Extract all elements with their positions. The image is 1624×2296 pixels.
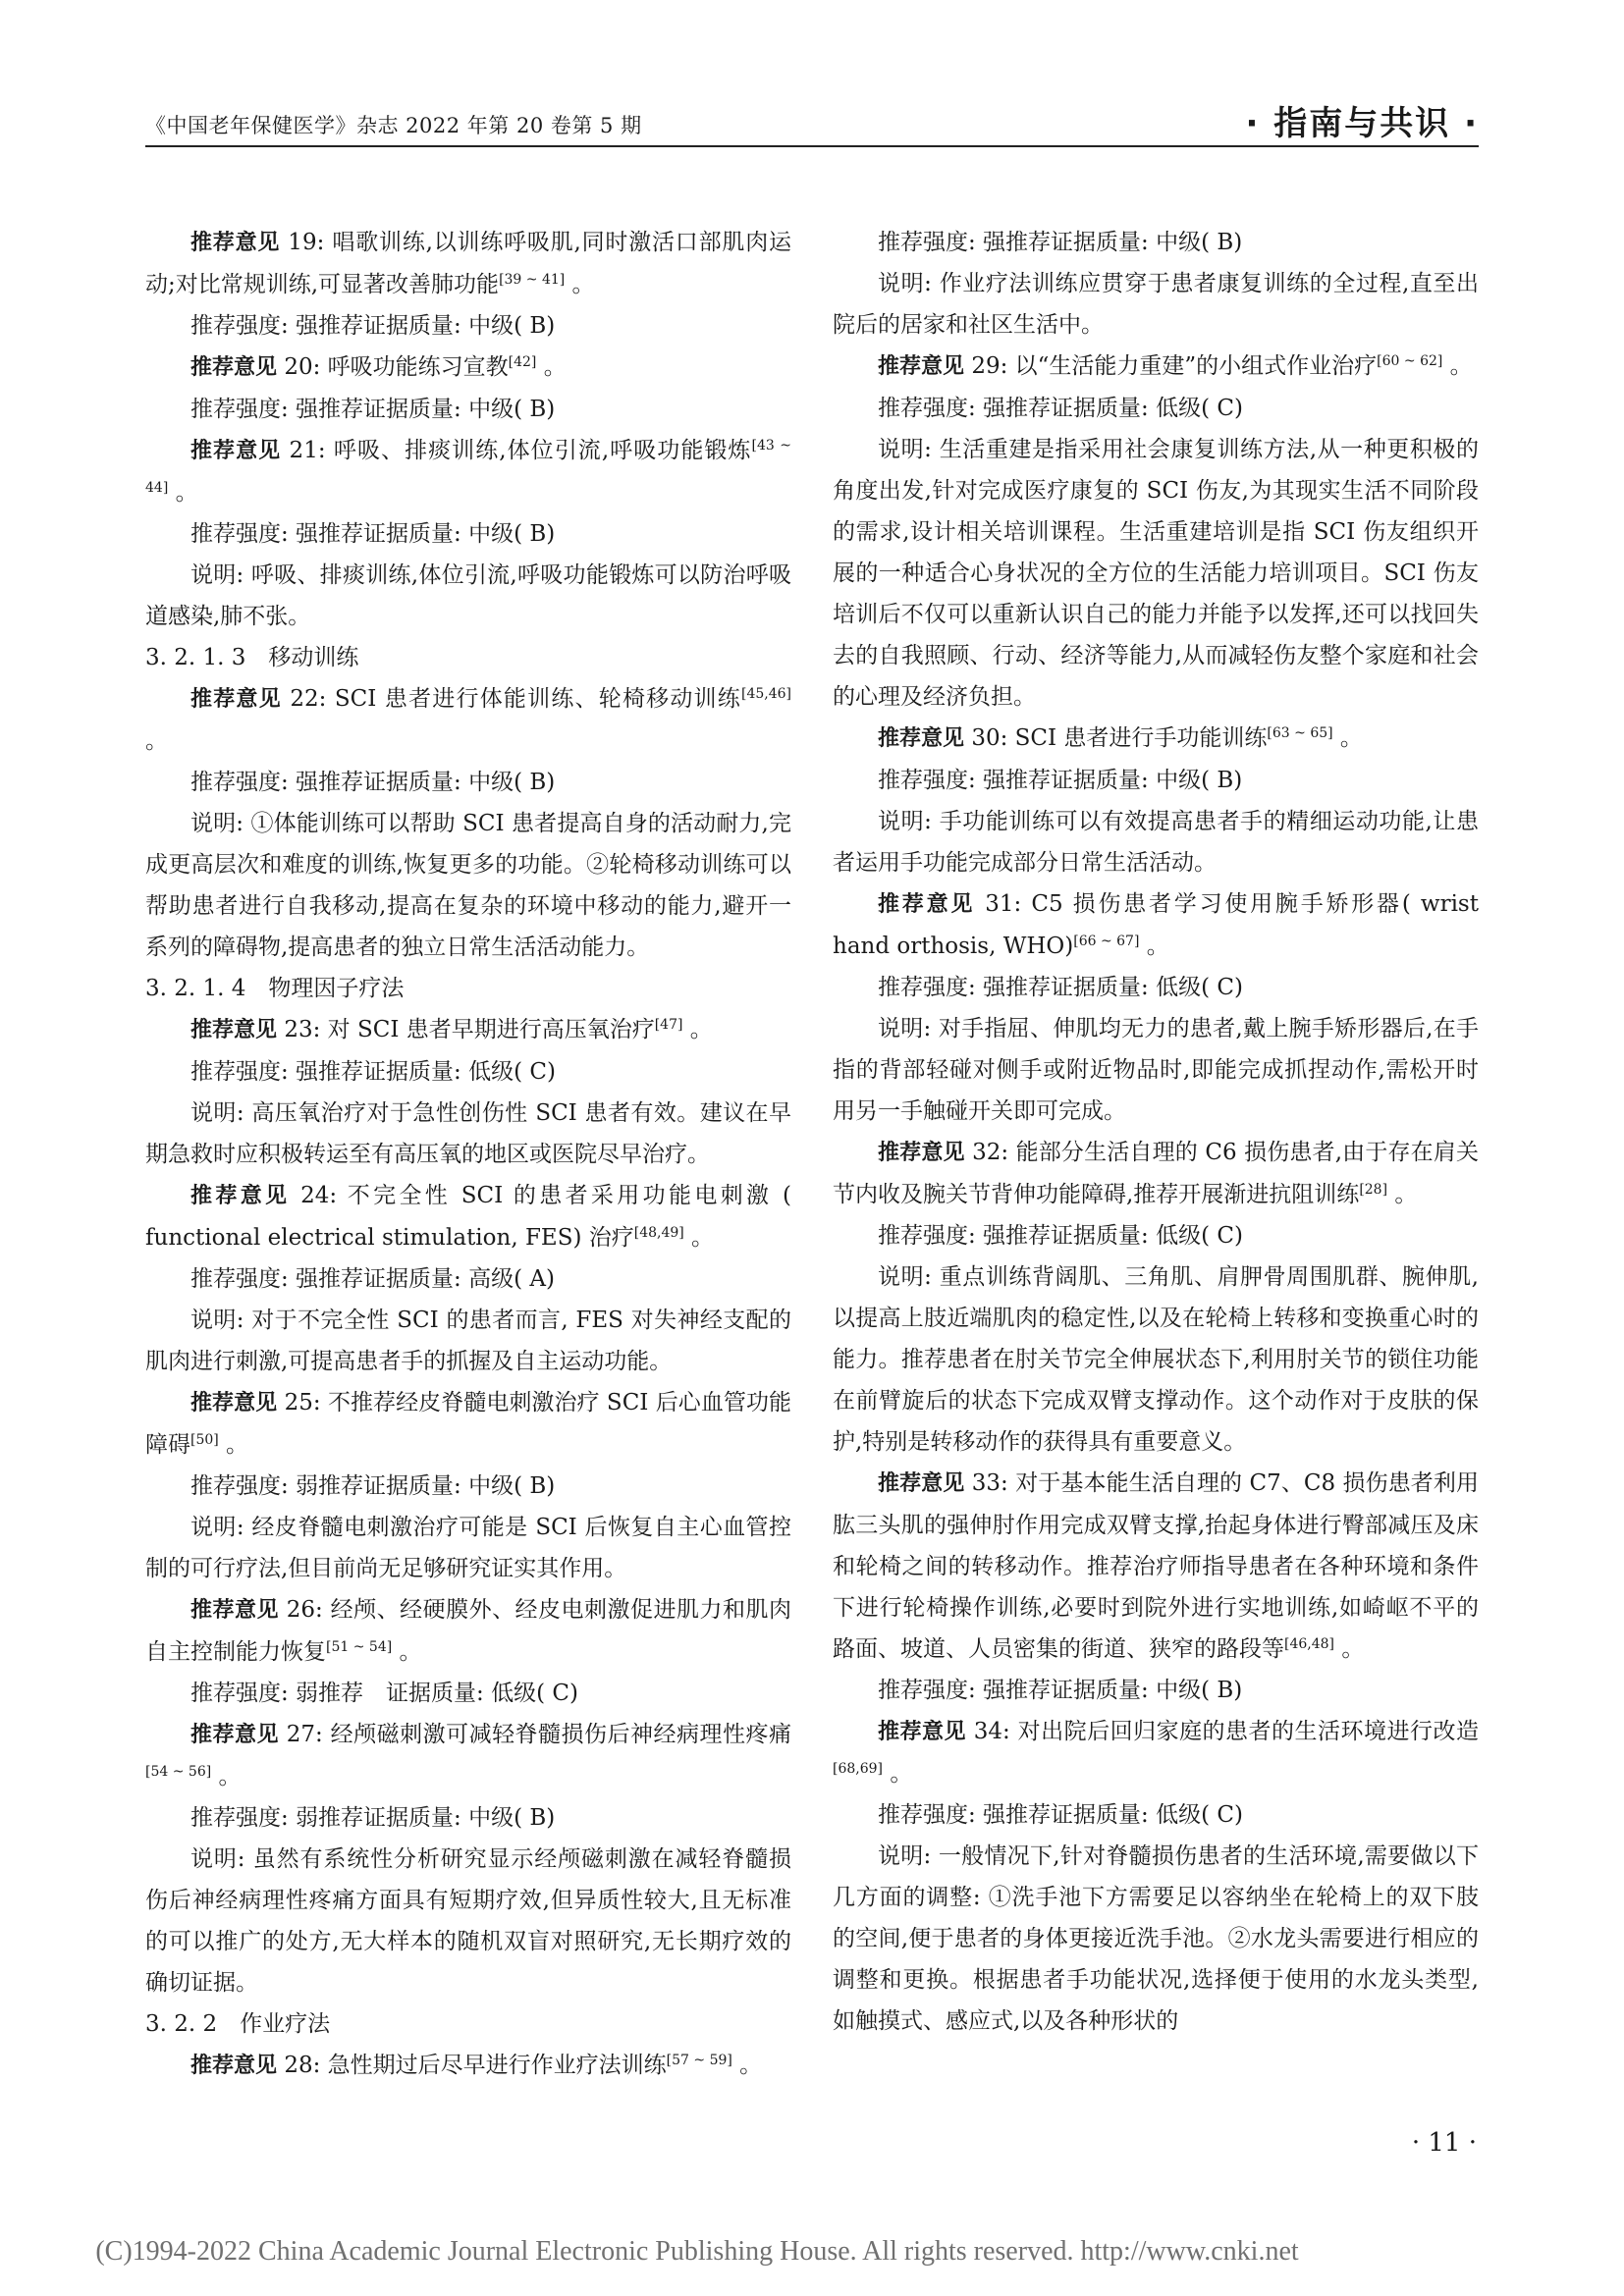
punctuation: 。 [211, 1764, 242, 1789]
paragraph-text: 推荐强度: 强推荐证据质量: 中级( B) [878, 230, 1243, 255]
body-paragraph [145, 1797, 791, 1839]
recommendation-paragraph [145, 1175, 791, 1258]
punctuation: 。 [1442, 353, 1473, 379]
citation-ref: [39 ~ 41] [499, 272, 566, 288]
punctuation: 。 [1334, 1636, 1365, 1662]
paragraph-text: 22: SCI 患者进行体能训练、轮椅移动训练 [281, 686, 741, 712]
recommendation-label: 推荐意见 [190, 231, 281, 255]
recommendation-paragraph [833, 1132, 1479, 1215]
recommendation-paragraph [145, 2045, 791, 2087]
citation-ref: [68,69] [833, 1761, 884, 1777]
paragraph-text: 21: 呼吸、排痰训练,体位引流,呼吸功能锻炼 [281, 438, 752, 463]
section-heading: 3. 2. 1. 3 移动训练 [145, 645, 359, 670]
punctuation: 。 [682, 1017, 713, 1042]
punctuation: 。 [218, 1432, 249, 1458]
body-paragraph [833, 1794, 1479, 1836]
right-column [833, 222, 1479, 2042]
citation-ref: [42] [508, 354, 537, 370]
citation-ref: [48,49] [633, 1225, 684, 1241]
recommendation-paragraph [145, 347, 791, 389]
body-paragraph [145, 762, 791, 803]
recommendation-paragraph [833, 1463, 1479, 1670]
body-paragraph [833, 801, 1479, 883]
recommendation-paragraph [145, 222, 791, 305]
citation-ref: [51 ~ 54] [326, 1639, 393, 1655]
paragraph-text: 26: 经颅、经硬膜外、经皮电刺激促进肌力和肌肉自主控制能力恢复 [145, 1597, 791, 1665]
punctuation: 。 [883, 1761, 913, 1787]
paragraph-text: 推荐强度: 强推荐证据质量: 低级( C) [878, 1802, 1243, 1828]
paragraph-text: 推荐强度: 强推荐证据质量: 中级( B) [190, 770, 556, 795]
punctuation: 。 [392, 1639, 422, 1665]
paragraph-text: 34: 对出院后回归家庭的患者的生活环境进行改造 [965, 1719, 1479, 1744]
recommendation-label: 推荐意见 [190, 1723, 279, 1747]
paragraph-text: 说明: 一般情况下,针对脊髓损伤患者的生活环境,需要做以下几方面的调整: ①洗手池下方需要足以容纳坐在轮椅上的双下肢的空间,便于患者的身体更接近洗手池。②水龙头需要进行相应的调整和更换。根据患者手功能状况,选择便于使用的水龙头类型,如触摸式、感应式,以及各种形状的 [833, 1843, 1479, 2034]
body-paragraph [833, 760, 1479, 801]
paragraph-text: 说明: 重点训练背阔肌、三角肌、肩胛骨周围肌群、腕伸肌,以提高上肢近端肌肉的稳定性,以及在轮椅上转移和变换重心时的能力。推荐患者在肘关节完全伸展状态下,利用肘关节的锁住功能在前臂旋后的状态下完成双臂支撑动作。这个动作对于皮肤的保护,特别是转移动作的获得具有重要意义。 [833, 1264, 1479, 1455]
left-column [145, 222, 791, 2087]
punctuation: 。 [1139, 934, 1169, 959]
recommendation-label: 推荐意见 [190, 1391, 278, 1415]
paragraph-text: 说明: 手功能训练可以有效提高患者手的精细运动功能,让患者运用手功能完成部分日常生活活动。 [833, 809, 1479, 876]
paragraph-text: 推荐强度: 弱推荐证据质量: 中级( B) [190, 1473, 556, 1499]
recommendation-label: 推荐意见 [190, 687, 282, 712]
recommendation-label: 推荐意见 [878, 892, 976, 917]
body-paragraph [145, 1051, 791, 1093]
punctuation: 。 [565, 272, 595, 297]
recommendation-label: 推荐意见 [190, 439, 282, 463]
paragraph-text: 32: 能部分生活自理的 C6 损伤患者,由于存在肩关节内收及腕关节背伸功能障碍,推荐开展渐进抗阻训练 [833, 1140, 1479, 1207]
body-paragraph [833, 222, 1479, 263]
recommendation-paragraph [833, 1711, 1479, 1794]
paragraph-text: 推荐强度: 强推荐证据质量: 低级( C) [878, 1223, 1243, 1249]
citation-ref: [43 ~ 44] [145, 438, 791, 496]
body-paragraph [145, 305, 791, 347]
punctuation: 。 [168, 480, 198, 506]
paragraph-text: 说明: 对手指屈、伸肌均无力的患者,戴上腕手矫形器后,在手指的背部轻碰对侧手或附近物品时,即能完成抓捏动作,需松开时用另一手触碰开关即可完成。 [833, 1016, 1479, 1124]
punctuation: 。 [145, 728, 168, 754]
paragraph-text: 说明: 高压氧治疗对于急性创伤性 SCI 患者有效。建议在早期急救时应积极转运至有高压氧的地区或医院尽早治疗。 [145, 1100, 791, 1167]
body-paragraph [145, 1839, 791, 2003]
punctuation: 。 [1332, 725, 1363, 751]
paragraph-text: 说明: 经皮脊髓电刺激治疗可能是 SCI 后恢复自主心血管控制的可行疗法,但目前尚无足够研究证实其作用。 [145, 1515, 791, 1581]
recommendation-label: 推荐意见 [878, 1720, 966, 1744]
citation-ref: [47] [654, 1017, 683, 1033]
body-paragraph [145, 1466, 791, 1507]
paragraph-text: 20: 呼吸功能练习宣教 [277, 354, 509, 380]
recommendation-paragraph [145, 1382, 791, 1466]
body-paragraph [145, 513, 791, 555]
body-paragraph [833, 1836, 1479, 2042]
body-paragraph [145, 1093, 791, 1175]
paragraph-text: 推荐强度: 强推荐证据质量: 低级( C) [878, 975, 1243, 1000]
recommendation-paragraph [145, 430, 791, 513]
punctuation: 。 [683, 1225, 715, 1251]
copyright-footer: (C)1994-2022 China Academic Journal Electronic Publishing House. All rights reserved. http://www.cnki.net [95, 2236, 1299, 2267]
citation-ref: [57 ~ 59] [666, 2053, 732, 2068]
paragraph-text: 推荐强度: 强推荐证据质量: 高级( A) [190, 1266, 555, 1292]
page-number: · 11 · [1411, 2128, 1477, 2158]
paragraph-text: 31: C5 损伤患者学习使用腕手矫形器( wrist hand orthosis, WHO) [833, 891, 1479, 959]
paragraph-text: 29: 以“生活能力重建”的小组式作业治疗 [964, 353, 1378, 379]
paragraph-text: 推荐强度: 强推荐证据质量: 中级( B) [190, 397, 556, 422]
recommendation-paragraph [145, 1714, 791, 1797]
body-paragraph [833, 1256, 1479, 1463]
paragraph-text: 说明: 呼吸、排痰训练,体位引流,呼吸功能锻炼可以防治呼吸道感染,肺不张。 [145, 562, 791, 629]
recommendation-label: 推荐意见 [878, 1141, 965, 1165]
citation-ref: [60 ~ 62] [1377, 353, 1443, 369]
recommendation-label: 推荐意见 [190, 355, 278, 380]
recommendation-label: 推荐意见 [878, 726, 965, 751]
citation-ref: [54 ~ 56] [145, 1764, 212, 1780]
recommendation-paragraph [833, 883, 1479, 967]
recommendation-label: 推荐意见 [190, 1184, 291, 1208]
paragraph-text: 24: 不完全性 SCI 的患者采用功能电刺激 ( functional electrical stimulation, FES) 治疗 [145, 1183, 791, 1251]
section-heading: 3. 2. 2 作业疗法 [145, 2011, 331, 2037]
paragraph-text: 推荐强度: 弱推荐 证据质量: 低级( C) [190, 1681, 578, 1706]
body-paragraph [145, 555, 791, 637]
paragraph-text: 说明: 生活重建是指采用社会康复训练方法,从一种更积极的角度出发,针对完成医疗康复的 SCI 伤友,为其现实生活不同阶段的需求,设计相关培训课程。生活重建培训是指 SCI 伤友组织开展的一种适合心身状况的全方位的生活能力培训项目。SCI 伤友培训后不仅可以重新认识自己的能力并能予以发挥,还可以找回失去的自我照顾、行动、经济等能力,从而减轻伤友整个家庭和社会的心理及经济负担。 [833, 437, 1479, 710]
paragraph-text: 27: 经颅磁刺激可减轻脊髓损伤后神经病理性疼痛 [278, 1722, 791, 1747]
recommendation-label: 推荐意见 [190, 1018, 278, 1042]
recommendation-label: 推荐意见 [878, 1471, 965, 1496]
citation-ref: [45,46] [740, 686, 791, 702]
paragraph-text: 推荐强度: 强推荐证据质量: 中级( B) [190, 521, 556, 547]
paragraph-text: 推荐强度: 强推荐证据质量: 低级( C) [190, 1059, 556, 1085]
body-paragraph [145, 389, 791, 430]
paragraph-text: 说明: 对于不完全性 SCI 的患者而言, FES 对失神经支配的肌肉进行刺激,可提高患者手的抓握及自主运动功能。 [145, 1308, 791, 1374]
citation-ref: [46,48] [1284, 1636, 1335, 1652]
body-paragraph [833, 429, 1479, 718]
body-paragraph [833, 263, 1479, 346]
header-rule [145, 145, 1479, 147]
body-paragraph [145, 803, 791, 968]
recommendation-paragraph [145, 678, 791, 762]
body-paragraph [145, 1673, 791, 1714]
paragraph-text: 19: 唱歌训练,以训练呼吸肌,同时激活口部肌肉运动;对比常规训练,可显著改善肺功能 [145, 230, 791, 297]
punctuation: 。 [731, 2053, 763, 2078]
body-paragraph [145, 1258, 791, 1300]
paragraph-text: 推荐强度: 强推荐证据质量: 中级( B) [878, 1678, 1243, 1703]
punctuation: 。 [536, 354, 567, 380]
paragraph-text: 说明: ①体能训练可以帮助 SCI 患者提高自身的活动耐力,完成更高层次和难度的训练,恢复更多的功能。②轮椅移动训练可以帮助患者进行自我移动,提高在复杂的环境中移动的能力,避开一系列的障碍物,提高患者的独立日常生活活动能力。 [145, 811, 791, 960]
body-paragraph [145, 1300, 791, 1382]
citation-ref: [63 ~ 65] [1267, 725, 1333, 741]
paragraph-text: 23: 对 SCI 患者早期进行高压氧治疗 [277, 1017, 655, 1042]
paragraph-text: 33: 对于基本能生活自理的 C7、C8 损伤患者利用肱三头肌的强伸肘作用完成双臂支撑,抬起身体进行臀部减压及床和轮椅之间的转移动作。推荐治疗师指导患者在各种环境和条件下进行轮椅操作训练,必要时到院外进行实地训练,如崎岖不平的路面、坡道、人员密集的街道、狭窄的路段等 [833, 1470, 1479, 1662]
section-heading: 3. 2. 1. 4 物理因子疗法 [145, 976, 405, 1001]
recommendation-label: 推荐意见 [878, 354, 965, 379]
citation-ref: [28] [1359, 1182, 1388, 1198]
section-label: · 指南与共识 · [1245, 104, 1479, 143]
journal-header: 《中国老年保健医学》杂志 2022 年第 20 卷第 5 期 [145, 114, 642, 137]
body-paragraph [145, 1507, 791, 1589]
paragraph-text: 说明: 作业疗法训练应贯穿于患者康复训练的全过程,直至出院后的居家和社区生活中。 [833, 271, 1479, 338]
recommendation-paragraph [145, 1589, 791, 1673]
body-paragraph [833, 1670, 1479, 1711]
paragraph-text: 推荐强度: 强推荐证据质量: 中级( B) [878, 768, 1243, 793]
paragraph-text: 28: 急性期过后尽早进行作业疗法训练 [277, 2053, 667, 2078]
paragraph-text: 推荐强度: 弱推荐证据质量: 中级( B) [190, 1805, 556, 1831]
body-paragraph [833, 1215, 1479, 1256]
recommendation-paragraph [833, 718, 1479, 760]
body-paragraph [833, 388, 1479, 429]
paragraph-text: 说明: 虽然有系统性分析研究显示经颅磁刺激在减轻脊髓损伤后神经病理性疼痛方面具有短期疗效,但异质性较大,且无标准的可以推广的处方,无大样本的随机双盲对照研究,无长期疗效的确切证据。 [145, 1846, 791, 1996]
recommendation-label: 推荐意见 [190, 1598, 279, 1623]
paragraph-text: 推荐强度: 强推荐证据质量: 低级( C) [878, 396, 1243, 421]
punctuation: 。 [1387, 1182, 1418, 1207]
body-paragraph [833, 1008, 1479, 1132]
paragraph-text: 25: 不推荐经皮脊髓电刺激治疗 SCI 后心血管功能障碍 [145, 1390, 791, 1458]
paragraph-text: 30: SCI 患者进行手功能训练 [964, 725, 1268, 751]
recommendation-paragraph [833, 346, 1479, 388]
recommendation-paragraph [145, 1009, 791, 1051]
recommendation-label: 推荐意见 [190, 2054, 278, 2078]
paragraph-text: 推荐强度: 强推荐证据质量: 中级( B) [190, 313, 556, 339]
citation-ref: [66 ~ 67] [1073, 934, 1140, 949]
citation-ref: [50] [190, 1432, 219, 1448]
body-paragraph [833, 967, 1479, 1008]
